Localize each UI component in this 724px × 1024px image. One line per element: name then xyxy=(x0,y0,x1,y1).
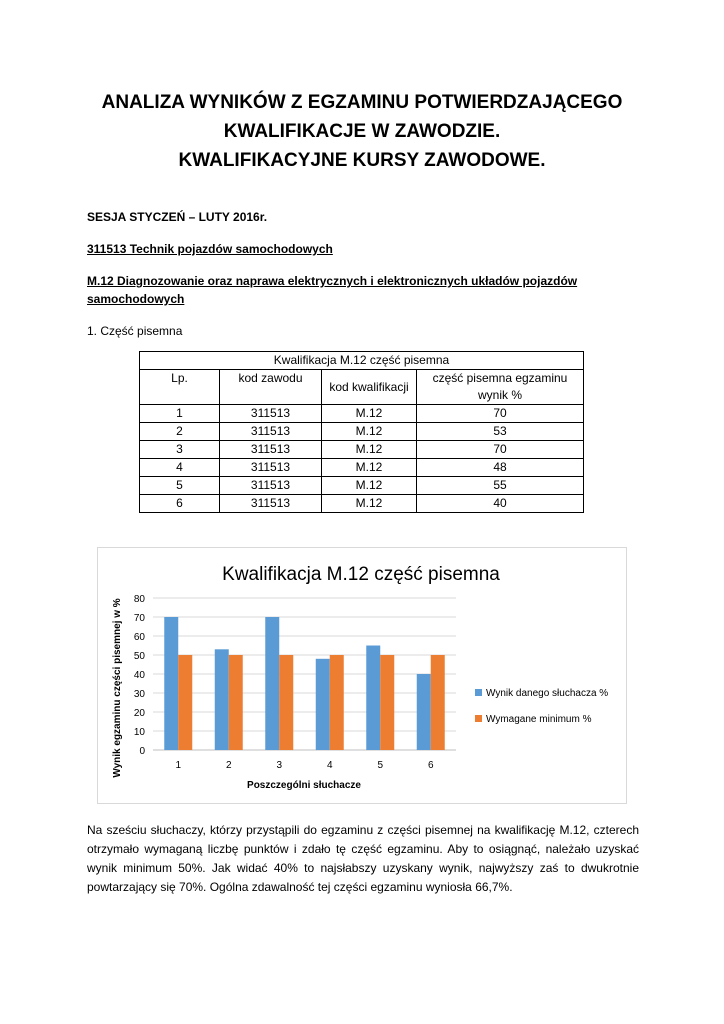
summary-paragraph: Na sześciu słuchaczy, którzy przystąpili do egzaminu z części pisemnej na kwalifikację M.12, czterech otrzymało wymaganą liczbę punktów i zdało tę część egzaminu. Aby to osiągnąć, należało uzyskać wynik minimum 50%. Jak widać 40% to najsłabszy uzyskany wynik, najwyższy zaś to dwukrotnie powtarzający się 70%. Ogólna zdawalność tej części egzaminu wyniosła 66,7%. xyxy=(87,823,639,894)
title-line-3: KWALIFIKACYJNE KURSY ZAWODOWE. xyxy=(178,150,546,171)
bar-wynik-2 xyxy=(215,649,229,750)
table-row xyxy=(140,405,584,423)
table-row xyxy=(140,423,584,441)
results-table xyxy=(139,351,584,513)
bar-chart xyxy=(98,548,626,803)
legend-swatch xyxy=(475,689,482,696)
section-heading: 1. Część pisemna xyxy=(87,324,183,338)
cell-kod-zawodu: 311513 xyxy=(220,477,322,495)
chart-container xyxy=(97,547,627,804)
y-tick-label: 40 xyxy=(133,670,145,681)
table-caption-row xyxy=(140,352,584,370)
x-tick-label: 6 xyxy=(427,760,434,771)
cell-wynik: 70 xyxy=(417,441,584,459)
bar-wynik-5 xyxy=(366,646,380,751)
qualification-line-1: M.12 Diagnozowanie oraz naprawa elektrycznych i elektronicznych układów pojazdów xyxy=(87,274,578,288)
cell-wynik: 53 xyxy=(417,423,584,441)
legend-label: Wynik danego słuchacza % xyxy=(486,688,609,699)
y-tick-label: 0 xyxy=(139,746,145,757)
y-tick-label: 70 xyxy=(133,613,145,624)
cell-kod-kwalifikacji: M.12 xyxy=(322,405,417,423)
x-tick-label: 4 xyxy=(326,760,333,771)
cell-kod-zawodu: 311513 xyxy=(220,459,322,477)
cell-kod-zawodu: 311513 xyxy=(220,405,322,423)
cell-kod-kwalifikacji: M.12 xyxy=(322,495,417,513)
table-row xyxy=(140,495,584,513)
y-tick-label: 80 xyxy=(133,594,145,605)
bar-minimum-3 xyxy=(279,655,293,750)
cell-kod-kwalifikacji: M.12 xyxy=(322,477,417,495)
chart-title: Kwalifikacja M.12 część pisemna xyxy=(222,564,500,585)
cell-wynik: 55 xyxy=(417,477,584,495)
header-kod-zawodu: kod zawodu xyxy=(220,370,322,405)
cell-kod-zawodu: 311513 xyxy=(220,423,322,441)
legend-label: Wymagane minimum % xyxy=(486,714,592,725)
y-tick-label: 20 xyxy=(133,708,145,719)
bar-minimum-2 xyxy=(229,655,243,750)
cell-lp: 2 xyxy=(140,423,220,441)
cell-kod-zawodu: 311513 xyxy=(220,441,322,459)
document-title xyxy=(40,88,684,175)
cell-lp: 3 xyxy=(140,441,220,459)
bar-minimum-5 xyxy=(380,655,394,750)
cell-kod-kwalifikacji: M.12 xyxy=(322,459,417,477)
cell-lp: 1 xyxy=(140,405,220,423)
y-tick-label: 10 xyxy=(133,727,145,738)
session-label: SESJA STYCZEŃ – LUTY 2016r. xyxy=(87,210,268,224)
table-row xyxy=(140,459,584,477)
cell-wynik: 48 xyxy=(417,459,584,477)
chart-y-axis-label: Wynik egzaminu części pisemnej w % xyxy=(112,598,123,778)
bar-wynik-6 xyxy=(417,674,431,750)
x-tick-label: 5 xyxy=(377,760,384,771)
legend-swatch xyxy=(475,715,482,722)
cell-kod-zawodu: 311513 xyxy=(220,495,322,513)
y-tick-label: 30 xyxy=(133,689,145,700)
table-header-row xyxy=(140,370,584,405)
title-line-1: ANALIZA WYNIKÓW Z EGZAMINU POTWIERDZAJĄCEGO xyxy=(101,92,623,113)
bar-wynik-3 xyxy=(265,617,279,750)
cell-lp: 6 xyxy=(140,495,220,513)
table-row xyxy=(140,477,584,495)
cell-wynik: 70 xyxy=(417,405,584,423)
header-kod-kwalifikacji: kod kwalifikacji xyxy=(322,370,417,405)
title-line-2: KWALIFIKACJE W ZAWODZIE. xyxy=(223,121,501,142)
x-tick-label: 1 xyxy=(175,760,182,771)
table-caption: Kwalifikacja M.12 część pisemna xyxy=(140,352,584,370)
cell-lp: 4 xyxy=(140,459,220,477)
header-wynik: część pisemna egzaminu wynik % xyxy=(417,370,584,405)
table-row xyxy=(140,441,584,459)
y-tick-label: 50 xyxy=(133,651,145,662)
cell-lp: 5 xyxy=(140,477,220,495)
bar-wynik-4 xyxy=(316,659,330,750)
chart-x-axis-label: Poszczególni słuchacze xyxy=(247,780,361,791)
x-tick-label: 3 xyxy=(276,760,283,771)
cell-kod-kwalifikacji: M.12 xyxy=(322,441,417,459)
bar-wynik-1 xyxy=(164,617,178,750)
x-tick-label: 2 xyxy=(225,760,232,771)
y-tick-label: 60 xyxy=(133,632,145,643)
bar-minimum-4 xyxy=(330,655,344,750)
cell-kod-kwalifikacji: M.12 xyxy=(322,423,417,441)
bar-minimum-6 xyxy=(431,655,445,750)
header-lp: Lp. xyxy=(140,370,220,405)
cell-wynik: 40 xyxy=(417,495,584,513)
qualification-line-2: samochodowych xyxy=(87,292,185,306)
bar-minimum-1 xyxy=(178,655,192,750)
profession-label: 311513 Technik pojazdów samochodowych xyxy=(87,242,333,256)
